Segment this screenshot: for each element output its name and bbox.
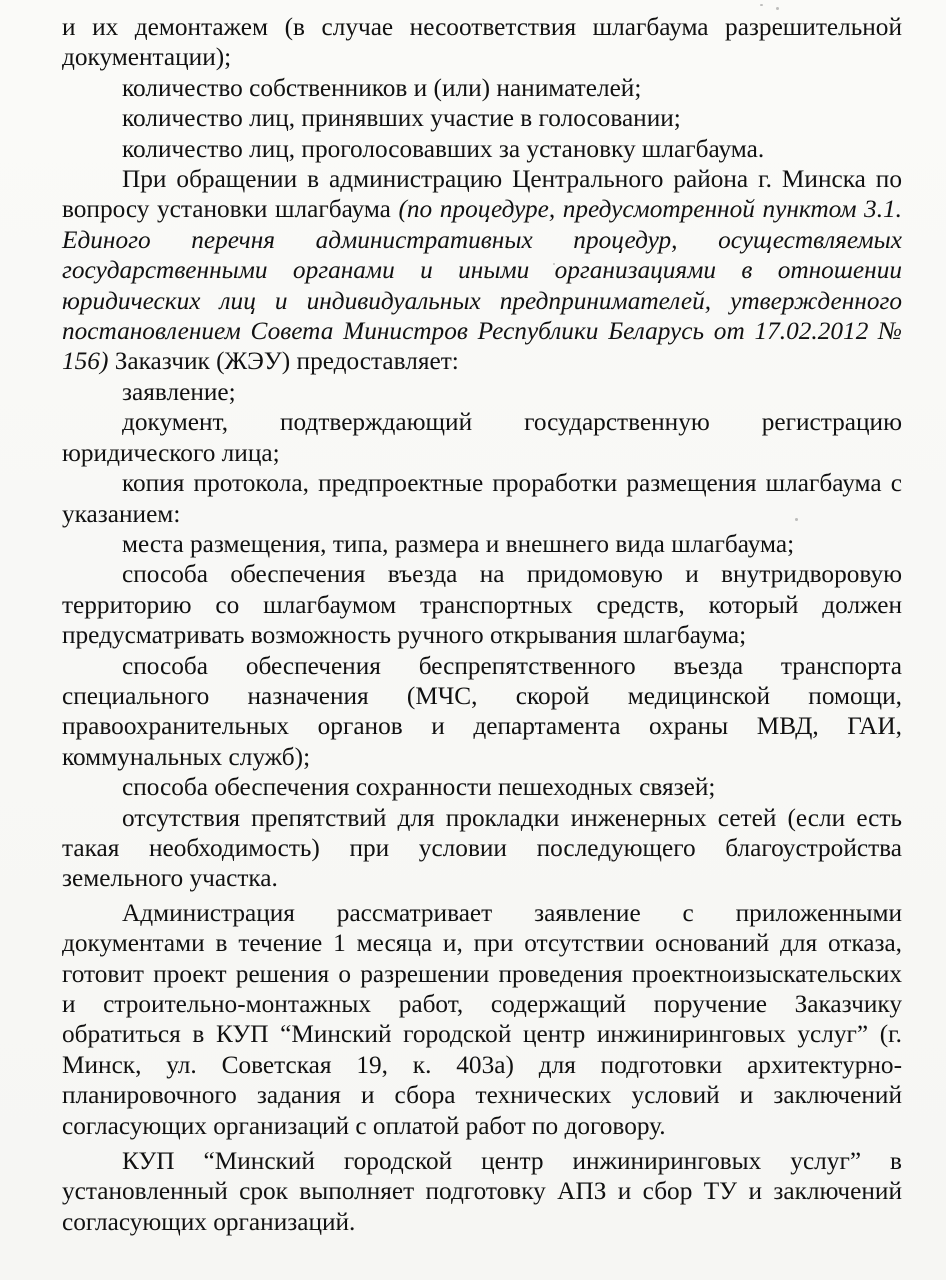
list-item-pedestrian-links: способа обеспечения сохранности пешеходных связей; — [122, 773, 716, 802]
list-item-registration-document: документ, подтверждающий государственную регистрацию юридического лица; — [62, 408, 902, 467]
list-item-vehicle-entry: способа обеспечения въезда на придомовую и внутридворовую территорию со шлагбаумом транспортных средств, который должен предусматривать возможность ручного открывания шлагбаума; — [62, 560, 902, 650]
list-item-owners-count: количество собственников и (или) нанимателей; — [122, 73, 642, 102]
procedure-outro: Заказчик (ЖЭУ) предоставляет: — [108, 347, 459, 376]
procedure-intro: При обращении в администрацию Центрального района г. Минска по вопросу установки шлагбаума — [62, 165, 902, 224]
paragraph-application-procedure — [62, 164, 902, 377]
list-item-placement: места размещения, типа, размера и внешнего вида шлагбаума; — [122, 529, 795, 558]
list-item-voters-count: количество лиц, принявших участие в голосовании; — [122, 104, 681, 133]
scan-speck — [760, 4, 763, 6]
list-item-engineering-networks: отсутствия препятствий для прокладки инженерных сетей (если есть такая необходимость) при условии последующего благоустройства земельного участка. — [62, 803, 902, 893]
paragraph-continuation: и их демонтажем (в случае несоответствия шлагбаума разрешительной документации); — [62, 13, 902, 72]
list-item-application: заявление; — [122, 377, 236, 406]
document-body — [62, 12, 902, 1237]
list-item-protocol-copy: копия протокола, предпроектные проработки размещения шлагбаума с указанием: — [62, 469, 902, 528]
paragraph-kup-preparation: КУП “Минский городской центр инжиниринговых услуг” в установленный срок выполняет подготовку АПЗ и сбор ТУ и заключений согласующих организаций. — [62, 1147, 902, 1236]
procedure-reference: (по процедуре, предусмотренной пунктом 3.1. Единого перечня административных процедур, осуществляемых государственными органами и иными организациями в отношении юридических лиц и индивидуальных предпринимателей, утвержденного постановлением Совета Министров Республики Беларусь от 17.02.2012 № 156) — [62, 195, 902, 376]
paragraph-administration-review: Администрация рассматривает заявление с приложенными документами в течение 1 месяца и, при отсутствии оснований для отказа, готовит проект решения о разрешении проведения проектноизыскательских и строительно-монтажных работ, содержащий поручение Заказчику обратиться в КУП “Минский городской центр инжиниринговых услуг” (г. Минск, ул. Советская 19, к. 403а) для подготовки архитектурно-планировочного задания и сбора технических условий и заключений согласующих организаций с оплатой работ по договору. — [62, 898, 902, 1140]
list-item-special-transport: способа обеспечения беспрепятственного въезда транспорта специального назначения (МЧС, скорой медицинской помощи, правоохранительных органов и департамента охраны МВД, ГАИ, коммунальных служб); — [62, 651, 902, 771]
scan-speck — [776, 7, 779, 10]
list-item-supporters-count: количество лиц, проголосовавших за установку шлагбаума. — [122, 134, 765, 163]
